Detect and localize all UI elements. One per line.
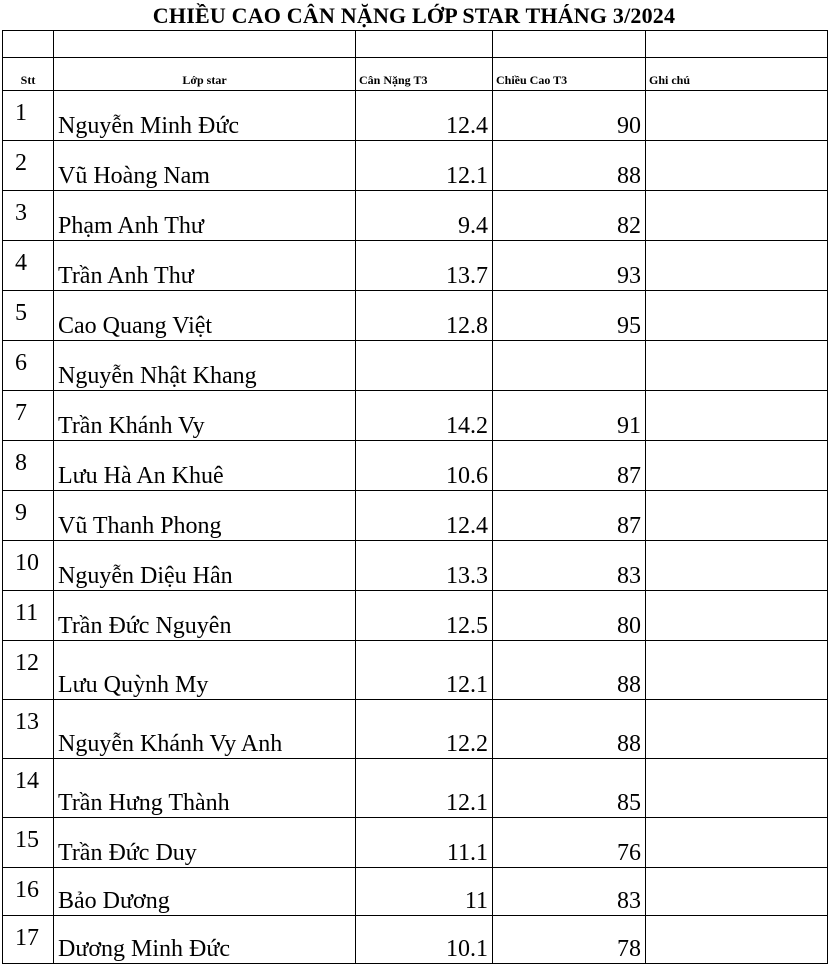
row-weight-cell[interactable]: 10.1: [356, 916, 493, 964]
row-note-cell[interactable]: [646, 818, 828, 868]
row-stt-cell[interactable]: 4: [3, 241, 54, 291]
row-note-cell[interactable]: [646, 391, 828, 441]
row-name-cell[interactable]: Nguyễn Nhật Khang: [54, 341, 356, 391]
empty-row: [3, 31, 828, 58]
row-height-cell[interactable]: 83: [493, 868, 646, 916]
row-weight-cell[interactable]: 10.6: [356, 441, 493, 491]
row-stt-cell[interactable]: 12: [3, 641, 54, 700]
row-note-cell[interactable]: [646, 759, 828, 818]
row-weight-cell[interactable]: 12.5: [356, 591, 493, 641]
row-name-cell[interactable]: Nguyễn Diệu Hân: [54, 541, 356, 591]
row-name-cell[interactable]: Trần Đức Nguyên: [54, 591, 356, 641]
row-height-cell[interactable]: 87: [493, 441, 646, 491]
row-weight-cell[interactable]: 12.8: [356, 291, 493, 341]
table-row: [3, 291, 828, 341]
row-note-cell[interactable]: [646, 868, 828, 916]
row-stt-cell[interactable]: 2: [3, 141, 54, 191]
row-note-cell[interactable]: [646, 341, 828, 391]
table-row: [3, 916, 828, 964]
row-weight-cell[interactable]: 13.7: [356, 241, 493, 291]
header-weight[interactable]: Cân Nặng T3: [356, 58, 493, 91]
row-note-cell[interactable]: [646, 641, 828, 700]
row-weight-cell[interactable]: 12.4: [356, 91, 493, 141]
empty-cell[interactable]: [3, 31, 54, 58]
row-height-cell[interactable]: [493, 341, 646, 391]
header-note[interactable]: Ghi chú: [646, 58, 828, 91]
row-height-cell[interactable]: 95: [493, 291, 646, 341]
row-name-cell[interactable]: Trần Anh Thư: [54, 241, 356, 291]
table-row: [3, 818, 828, 868]
row-weight-cell[interactable]: 11.1: [356, 818, 493, 868]
row-height-cell[interactable]: 82: [493, 191, 646, 241]
row-stt-cell[interactable]: 3: [3, 191, 54, 241]
row-note-cell[interactable]: [646, 141, 828, 191]
table-row: [3, 868, 828, 916]
header-name[interactable]: Lớp star: [54, 58, 356, 91]
row-height-cell[interactable]: 78: [493, 916, 646, 964]
row-stt-cell[interactable]: 1: [3, 91, 54, 141]
table-row: [3, 641, 828, 700]
row-stt-cell[interactable]: 8: [3, 441, 54, 491]
row-height-cell[interactable]: 88: [493, 641, 646, 700]
row-stt-cell[interactable]: 5: [3, 291, 54, 341]
row-height-cell[interactable]: 87: [493, 491, 646, 541]
row-weight-cell[interactable]: 12.1: [356, 141, 493, 191]
row-name-cell[interactable]: Cao Quang Việt: [54, 291, 356, 341]
header-row: [3, 58, 828, 91]
table-row: [3, 191, 828, 241]
row-stt-cell[interactable]: 16: [3, 868, 54, 916]
empty-cell[interactable]: [54, 31, 356, 58]
row-stt-cell[interactable]: 6: [3, 341, 54, 391]
table-row: [3, 341, 828, 391]
row-weight-cell[interactable]: 14.2: [356, 391, 493, 441]
row-note-cell[interactable]: [646, 591, 828, 641]
row-name-cell[interactable]: Trần Đức Duy: [54, 818, 356, 868]
table-row: [3, 541, 828, 591]
row-name-cell[interactable]: Trần Hưng Thành: [54, 759, 356, 818]
header-height[interactable]: Chiều Cao T3: [493, 58, 646, 91]
table-row: [3, 491, 828, 541]
page-title: CHIỀU CAO CÂN NẶNG LỚP STAR THÁNG 3/2024: [152, 3, 676, 28]
empty-cell[interactable]: [493, 31, 646, 58]
row-weight-cell[interactable]: 12.1: [356, 641, 493, 700]
table-row: [3, 91, 828, 141]
empty-cell[interactable]: [356, 31, 493, 58]
row-stt-cell[interactable]: 15: [3, 818, 54, 868]
row-weight-cell[interactable]: 11: [356, 868, 493, 916]
row-stt-cell[interactable]: 13: [3, 700, 54, 759]
row-note-cell[interactable]: [646, 191, 828, 241]
row-weight-cell[interactable]: 13.3: [356, 541, 493, 591]
row-name-cell[interactable]: Lưu Hà An Khuê: [54, 441, 356, 491]
row-name-cell[interactable]: Vũ Hoàng Nam: [54, 141, 356, 191]
header-stt[interactable]: Stt: [3, 58, 54, 91]
row-height-cell[interactable]: 90: [493, 91, 646, 141]
table-row: [3, 441, 828, 491]
row-name-cell[interactable]: Nguyễn Minh Đức: [54, 91, 356, 141]
row-height-cell[interactable]: 88: [493, 700, 646, 759]
row-stt-cell[interactable]: 14: [3, 759, 54, 818]
row-name-cell[interactable]: Bảo Dương: [54, 868, 356, 916]
row-stt-cell[interactable]: 7: [3, 391, 54, 441]
row-name-cell[interactable]: Trần Khánh Vy: [54, 391, 356, 441]
table-row: [3, 241, 828, 291]
row-note-cell[interactable]: [646, 441, 828, 491]
row-note-cell[interactable]: [646, 91, 828, 141]
row-height-cell[interactable]: 80: [493, 591, 646, 641]
table-row: [3, 391, 828, 441]
row-name-cell[interactable]: Nguyễn Khánh Vy Anh: [54, 700, 356, 759]
table-row: [3, 759, 828, 818]
table-row: [3, 141, 828, 191]
row-stt-cell[interactable]: 11: [3, 591, 54, 641]
row-stt-cell[interactable]: 10: [3, 541, 54, 591]
row-name-cell[interactable]: Vũ Thanh Phong: [54, 491, 356, 541]
row-note-cell[interactable]: [646, 916, 828, 964]
row-note-cell[interactable]: [646, 241, 828, 291]
row-name-cell[interactable]: Lưu Quỳnh My: [54, 641, 356, 700]
table-row: [3, 591, 828, 641]
row-height-cell[interactable]: 93: [493, 241, 646, 291]
row-stt-cell[interactable]: 17: [3, 916, 54, 964]
row-height-cell[interactable]: 88: [493, 141, 646, 191]
row-weight-cell[interactable]: 12.1: [356, 759, 493, 818]
row-weight-cell[interactable]: 9.4: [356, 191, 493, 241]
row-weight-cell[interactable]: [356, 341, 493, 391]
row-note-cell[interactable]: [646, 700, 828, 759]
row-height-cell[interactable]: 85: [493, 759, 646, 818]
row-height-cell[interactable]: 83: [493, 541, 646, 591]
row-note-cell[interactable]: [646, 541, 828, 591]
row-height-cell[interactable]: 91: [493, 391, 646, 441]
row-weight-cell[interactable]: 12.2: [356, 700, 493, 759]
row-note-cell[interactable]: [646, 491, 828, 541]
row-name-cell[interactable]: Phạm Anh Thư: [54, 191, 356, 241]
row-note-cell[interactable]: [646, 291, 828, 341]
row-stt-cell[interactable]: 9: [3, 491, 54, 541]
empty-cell[interactable]: [646, 31, 828, 58]
row-weight-cell[interactable]: 12.4: [356, 491, 493, 541]
row-name-cell[interactable]: Dương Minh Đức: [54, 916, 356, 964]
table-row: [3, 700, 828, 759]
measurement-table: [2, 30, 828, 964]
row-height-cell[interactable]: 76: [493, 818, 646, 868]
